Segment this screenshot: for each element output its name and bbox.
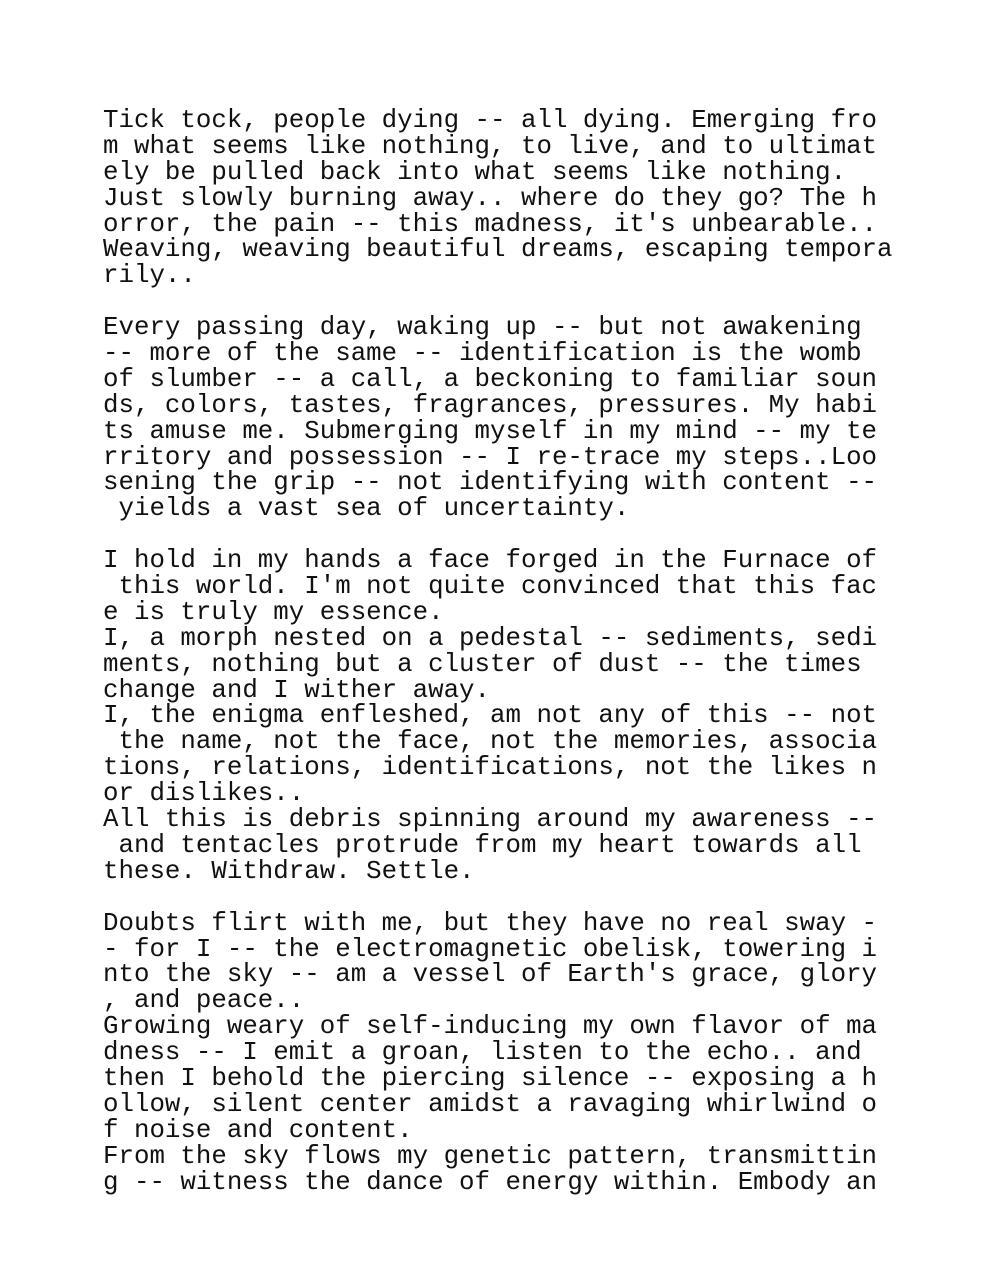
text-line: g -- witness the dance of energy within. Embody an [103, 1167, 878, 1197]
text-line: I, the enigma enfleshed, am not any of this -- not [103, 701, 878, 731]
text-line: -- more of the same -- identification is the womb [103, 339, 862, 369]
paragraph-2 [103, 315, 983, 522]
text-line: then I behold the piercing silence -- exposing a h [103, 1063, 878, 1093]
paragraph-3 [103, 548, 983, 885]
text-line: rily.. [103, 261, 196, 291]
text-line: Just slowly burning away.. where do they go? The h [103, 183, 878, 213]
text-line: - for I -- the electromagnetic obelisk, towering i [103, 934, 878, 964]
paragraph-gap [103, 522, 983, 548]
text-line: orror, the pain -- this madness, it's unbearable.. [103, 209, 878, 239]
text-line: ollow, silent center amidst a ravaging whirlwind o [103, 1089, 878, 1119]
text-line: rritory and possession -- I re-trace my steps..Loo [103, 442, 878, 472]
text-line: the name, not the face, not the memories, associa [103, 727, 878, 757]
text-line: yields a vast sea of uncertainty. [103, 494, 630, 524]
text-line: From the sky flows my genetic pattern, transmittin [103, 1141, 878, 1171]
text-line: Doubts flirt with me, but they have no real sway - [103, 908, 878, 938]
paragraph-4 [103, 908, 983, 1197]
text-line: ds, colors, tastes, fragrances, pressures. My habi [103, 390, 878, 420]
text-line: , and peace.. [103, 986, 305, 1016]
document-page [103, 108, 983, 1195]
text-line: f noise and content. [103, 1115, 413, 1145]
text-line: ely be pulled back into what seems like nothing. [103, 157, 847, 187]
text-line: I, a morph nested on a pedestal -- sediments, sedi [103, 623, 878, 653]
text-line: Growing weary of self-inducing my own flavor of ma [103, 1012, 878, 1042]
text-line: and tentacles protrude from my heart towards all [103, 830, 862, 860]
text-line: change and I wither away. [103, 675, 491, 705]
text-line: or dislikes.. [103, 779, 305, 809]
paragraph-gap [103, 885, 983, 911]
text-line: sening the grip -- not identifying with content -- [103, 468, 878, 498]
text-line: Every passing day, waking up -- but not awakening [103, 313, 862, 343]
paragraph-gap [103, 289, 983, 315]
text-line: ts amuse me. Submerging myself in my mind -- my te [103, 416, 878, 446]
text-line: I hold in my hands a face forged in the Furnace of [103, 546, 878, 576]
text-line: m what seems like nothing, to live, and to ultimat [103, 131, 878, 161]
paragraph-1 [103, 108, 983, 289]
text-line: All this is debris spinning around my awareness -- [103, 805, 878, 835]
text-line: e is truly my essence. [103, 597, 444, 627]
text-line: Tick tock, people dying -- all dying. Emerging fro [103, 106, 878, 135]
text-line: nto the sky -- am a vessel of Earth's grace, glory [103, 960, 878, 990]
text-line: dness -- I emit a groan, listen to the echo.. and [103, 1038, 862, 1068]
text-line: tions, relations, identifications, not the likes n [103, 753, 878, 783]
text-line: ments, nothing but a cluster of dust -- the times [103, 649, 862, 679]
text-line: these. Withdraw. Settle. [103, 856, 475, 886]
text-line: this world. I'm not quite convinced that this fac [103, 572, 878, 602]
text-line: of slumber -- a call, a beckoning to familiar soun [103, 364, 878, 394]
text-line: Weaving, weaving beautiful dreams, escaping tempora [103, 235, 893, 265]
